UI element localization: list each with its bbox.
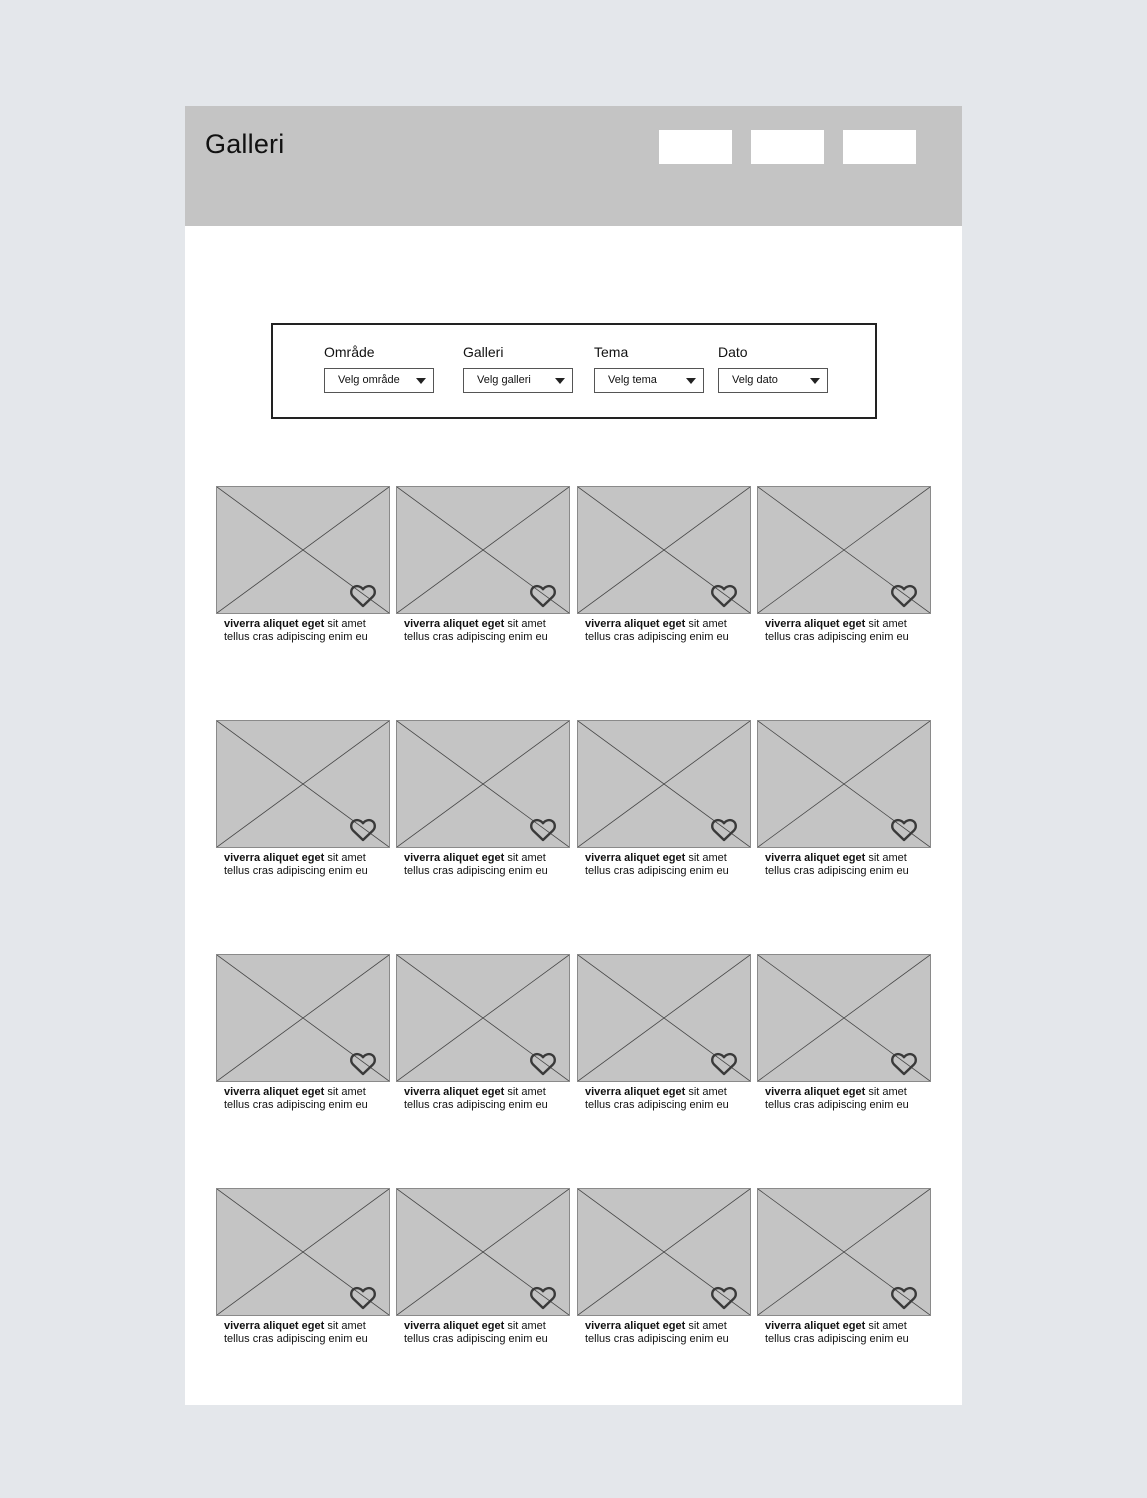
caption-rest: sit amet — [685, 1320, 727, 1332]
filter-gallery — [463, 344, 573, 393]
heart-icon[interactable] — [710, 1051, 738, 1077]
caption-rest: sit amet — [865, 1320, 907, 1332]
image-placeholder[interactable] — [577, 1188, 751, 1316]
filter-gallery-label: Galleri — [463, 344, 504, 360]
heart-icon[interactable] — [710, 817, 738, 843]
heart-icon[interactable] — [349, 583, 377, 609]
caption-bold: viverra aliquet eget — [224, 852, 325, 864]
card-caption — [404, 1320, 570, 1346]
caption-bold: viverra aliquet eget — [404, 618, 505, 630]
image-placeholder[interactable] — [216, 1188, 390, 1316]
caption-line2: tellus cras adipiscing enim eu — [404, 865, 548, 877]
area-select[interactable] — [324, 368, 434, 393]
heart-icon[interactable] — [529, 583, 557, 609]
caption-rest: sit amet — [504, 618, 546, 630]
theme-select-value: Velg tema — [608, 374, 657, 386]
gallery-card[interactable] — [216, 954, 390, 1124]
caption-bold: viverra aliquet eget — [404, 1320, 505, 1332]
gallery-card[interactable] — [757, 486, 931, 656]
caption-line2: tellus cras adipiscing enim eu — [585, 1099, 729, 1111]
caption-bold: viverra aliquet eget — [585, 618, 686, 630]
image-placeholder[interactable] — [757, 486, 931, 614]
caption-rest: sit amet — [685, 618, 727, 630]
caption-rest: sit amet — [685, 1086, 727, 1098]
caption-bold: viverra aliquet eget — [224, 618, 325, 630]
caption-bold: viverra aliquet eget — [585, 1320, 686, 1332]
caption-bold: viverra aliquet eget — [585, 852, 686, 864]
area-select-value: Velg område — [338, 374, 400, 386]
caret-down-icon — [416, 378, 426, 384]
caption-rest: sit amet — [324, 1320, 366, 1332]
caption-bold: viverra aliquet eget — [224, 1086, 325, 1098]
gallery-select[interactable] — [463, 368, 573, 393]
caret-down-icon — [686, 378, 696, 384]
caption-bold: viverra aliquet eget — [404, 1086, 505, 1098]
caption-line2: tellus cras adipiscing enim eu — [404, 1333, 548, 1345]
nav-button-3[interactable] — [843, 130, 916, 164]
image-placeholder[interactable] — [396, 720, 570, 848]
gallery-card[interactable] — [757, 1188, 931, 1358]
heart-icon[interactable] — [710, 583, 738, 609]
caret-down-icon — [810, 378, 820, 384]
caption-line2: tellus cras adipiscing enim eu — [585, 865, 729, 877]
heart-icon[interactable] — [710, 1285, 738, 1311]
caption-line2: tellus cras adipiscing enim eu — [404, 631, 548, 643]
image-placeholder[interactable] — [396, 486, 570, 614]
caption-rest: sit amet — [685, 852, 727, 864]
caption-rest: sit amet — [324, 1086, 366, 1098]
caption-bold: viverra aliquet eget — [585, 1086, 686, 1098]
heart-icon[interactable] — [890, 1285, 918, 1311]
caption-rest: sit amet — [324, 852, 366, 864]
caption-line2: tellus cras adipiscing enim eu — [765, 865, 909, 877]
card-caption — [224, 1320, 390, 1346]
image-placeholder[interactable] — [757, 1188, 931, 1316]
filter-area — [324, 344, 434, 393]
image-placeholder[interactable] — [757, 720, 931, 848]
nav-button-1[interactable] — [659, 130, 732, 164]
caption-line2: tellus cras adipiscing enim eu — [585, 631, 729, 643]
gallery-card[interactable] — [396, 1188, 570, 1358]
gallery-card[interactable] — [216, 720, 390, 890]
heart-icon[interactable] — [349, 817, 377, 843]
heart-icon[interactable] — [529, 1285, 557, 1311]
filter-area-label: Område — [324, 344, 375, 360]
gallery-card[interactable] — [757, 720, 931, 890]
card-caption — [765, 1320, 931, 1346]
caption-rest: sit amet — [865, 618, 907, 630]
heart-icon[interactable] — [890, 583, 918, 609]
heart-icon[interactable] — [349, 1051, 377, 1077]
image-placeholder[interactable] — [396, 1188, 570, 1316]
card-caption — [585, 852, 751, 878]
caption-line2: tellus cras adipiscing enim eu — [224, 631, 368, 643]
filter-panel — [271, 323, 877, 419]
caption-bold: viverra aliquet eget — [765, 618, 866, 630]
image-placeholder[interactable] — [396, 954, 570, 1082]
gallery-card[interactable] — [396, 486, 570, 656]
card-caption — [224, 852, 390, 878]
card-caption — [224, 1086, 390, 1112]
caption-rest: sit amet — [504, 852, 546, 864]
gallery-card[interactable] — [216, 486, 390, 656]
card-caption — [765, 852, 931, 878]
filter-theme — [594, 344, 704, 393]
page — [185, 106, 962, 1405]
gallery-card[interactable] — [396, 954, 570, 1124]
caption-line2: tellus cras adipiscing enim eu — [765, 1333, 909, 1345]
date-select[interactable] — [718, 368, 828, 393]
filter-theme-label: Tema — [594, 344, 629, 360]
caption-bold: viverra aliquet eget — [765, 1086, 866, 1098]
caption-rest: sit amet — [504, 1320, 546, 1332]
gallery-select-value: Velg galleri — [477, 374, 531, 386]
heart-icon[interactable] — [529, 1051, 557, 1077]
caption-line2: tellus cras adipiscing enim eu — [224, 865, 368, 877]
caption-bold: viverra aliquet eget — [224, 1320, 325, 1332]
caption-line2: tellus cras adipiscing enim eu — [404, 1099, 548, 1111]
gallery-card[interactable] — [396, 720, 570, 890]
image-placeholder[interactable] — [577, 720, 751, 848]
caption-rest: sit amet — [504, 1086, 546, 1098]
caption-bold: viverra aliquet eget — [765, 852, 866, 864]
caption-line2: tellus cras adipiscing enim eu — [224, 1333, 368, 1345]
card-caption — [765, 618, 931, 644]
heart-icon[interactable] — [529, 817, 557, 843]
page-title: Galleri — [205, 129, 285, 159]
caption-rest: sit amet — [865, 1086, 907, 1098]
date-select-value: Velg dato — [732, 374, 778, 386]
theme-select[interactable] — [594, 368, 704, 393]
card-caption — [765, 1086, 931, 1112]
caption-rest: sit amet — [324, 618, 366, 630]
card-caption — [585, 1320, 751, 1346]
image-placeholder[interactable] — [216, 486, 390, 614]
caption-line2: tellus cras adipiscing enim eu — [224, 1099, 368, 1111]
gallery-card[interactable] — [577, 954, 751, 1124]
image-placeholder[interactable] — [577, 486, 751, 614]
gallery-card[interactable] — [757, 954, 931, 1124]
card-caption — [404, 852, 570, 878]
filter-date — [718, 344, 828, 393]
card-caption — [585, 618, 751, 644]
card-caption — [585, 1086, 751, 1112]
card-caption — [404, 618, 570, 644]
caption-line2: tellus cras adipiscing enim eu — [765, 1099, 909, 1111]
caption-bold: viverra aliquet eget — [404, 852, 505, 864]
caption-bold: viverra aliquet eget — [765, 1320, 866, 1332]
heart-icon[interactable] — [890, 817, 918, 843]
gallery-card[interactable] — [216, 1188, 390, 1358]
caption-line2: tellus cras adipiscing enim eu — [765, 631, 909, 643]
caption-rest: sit amet — [865, 852, 907, 864]
card-caption — [224, 618, 390, 644]
header — [185, 106, 962, 226]
gallery-card[interactable] — [577, 1188, 751, 1358]
gallery-card[interactable] — [577, 486, 751, 656]
card-caption — [404, 1086, 570, 1112]
nav-button-2[interactable] — [751, 130, 824, 164]
image-placeholder[interactable] — [216, 720, 390, 848]
caret-down-icon — [555, 378, 565, 384]
filter-date-label: Dato — [718, 344, 748, 360]
gallery-card[interactable] — [577, 720, 751, 890]
caption-line2: tellus cras adipiscing enim eu — [585, 1333, 729, 1345]
image-placeholder[interactable] — [216, 954, 390, 1082]
image-placeholder[interactable] — [577, 954, 751, 1082]
image-placeholder[interactable] — [757, 954, 931, 1082]
heart-icon[interactable] — [890, 1051, 918, 1077]
heart-icon[interactable] — [349, 1285, 377, 1311]
